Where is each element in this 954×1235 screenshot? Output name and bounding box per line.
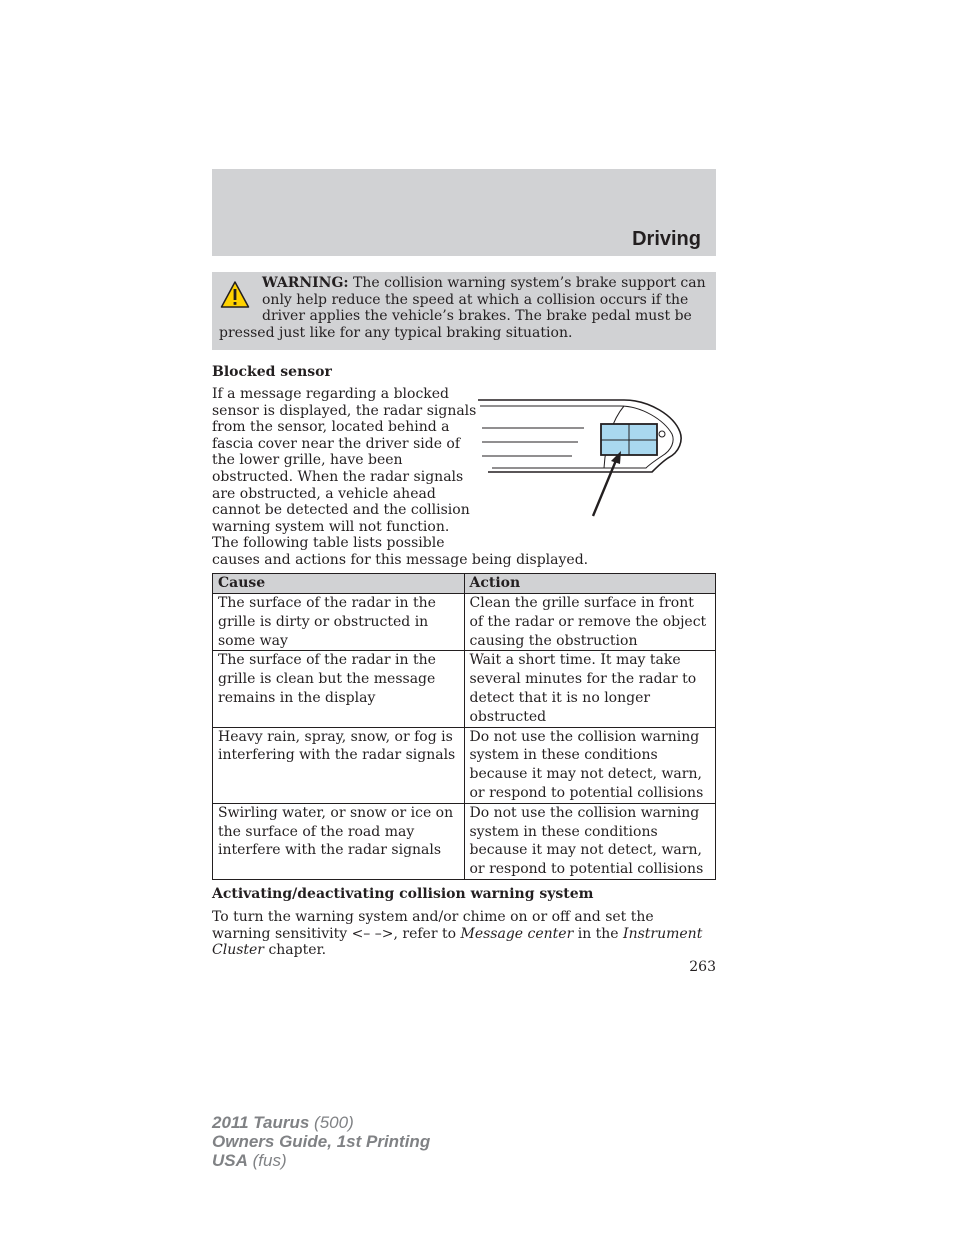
chapter-header (212, 169, 716, 256)
activating-text: in the (573, 925, 624, 942)
footer-market-code: (fus) (247, 1151, 287, 1170)
action-cell: Wait a short time. It may take several minutes for the radar to detect that it is no longer obstructed (464, 651, 716, 727)
table-row (213, 803, 716, 879)
paragraph-line: warning system will not function. (212, 518, 450, 535)
page-number: 263 (689, 959, 716, 975)
footer-code: (500) (309, 1113, 354, 1132)
warning-label: WARNING: (262, 275, 349, 291)
paragraph-line: The following table lists possible (212, 535, 445, 552)
cause-column-header: Cause (213, 574, 465, 594)
warning-text: The collision warning system’s brake support can only help reduce the speed at which a collision occurs if the driver applies the vehicle’s brakes. The brake pedal must be pressed just like for any typical braking situation. (219, 275, 706, 341)
paragraph-line: from the sensor, located behind a (212, 419, 450, 436)
paragraph-line: obstructed. When the radar signals (212, 468, 464, 485)
cause-cell: The surface of the radar in the grille is dirty or obstructed in some way (213, 594, 465, 651)
activating-paragraph (212, 909, 716, 959)
table-row (213, 594, 716, 651)
action-cell: Do not use the collision warning system in these conditions because it may not detect, warn, or respond to potential collisions (464, 727, 716, 803)
chapter-title: Driving (632, 228, 701, 250)
action-cell: Do not use the collision warning system in these conditions because it may not detect, warn, or respond to potential collisions (464, 803, 716, 879)
cause-cell: Swirling water, or snow or ice on the surface of the road may interfere with the radar signals (213, 803, 465, 879)
paragraph-line: are obstructed, a vehicle ahead (212, 485, 436, 502)
warning-triangle-icon (220, 280, 250, 310)
document-footer (212, 1113, 430, 1170)
warning-box (212, 272, 716, 350)
table-header-row (213, 574, 716, 594)
activating-heading: Activating/deactivating collision warning system (212, 886, 594, 902)
paragraph-line: the lower grille, have been (212, 452, 403, 469)
radar-sensor-diagram (474, 394, 686, 520)
activating-text: To turn the warning system and/or chime on or off and set the warning sensitivity <– –>, refer to (212, 909, 654, 942)
message-center-reference: Message center (460, 925, 574, 942)
footer-market: USA (212, 1151, 248, 1170)
paragraph-line: causes and actions for this message being displayed. (212, 551, 589, 568)
blocked-sensor-heading: Blocked sensor (212, 364, 332, 380)
cause-action-table (212, 573, 716, 880)
action-column-header: Action (464, 574, 716, 594)
cause-cell: Heavy rain, spray, snow, or fog is interfering with the radar signals (213, 727, 465, 803)
footer-edition: Owners Guide, 1st Printing (212, 1132, 431, 1151)
cause-cell: The surface of the radar in the grille is clean but the message remains in the display (213, 651, 465, 727)
footer-line (212, 1113, 430, 1132)
action-cell: Clean the grille surface in front of the radar or remove the object causing the obstruction (464, 594, 716, 651)
activating-text: chapter. (264, 942, 327, 959)
instrument-cluster-reference: Instrument Cluster (212, 925, 703, 959)
paragraph-line: If a message regarding a blocked (212, 386, 450, 402)
table-row (213, 727, 716, 803)
footer-line (212, 1151, 430, 1170)
paragraph-line: sensor is displayed, the radar signals (212, 402, 477, 419)
footer-line (212, 1132, 430, 1151)
paragraph-line: cannot be detected and the collision (212, 502, 470, 519)
footer-model: 2011 Taurus (212, 1113, 310, 1132)
table-row (213, 651, 716, 727)
paragraph-line: fascia cover near the driver side of (212, 435, 461, 452)
